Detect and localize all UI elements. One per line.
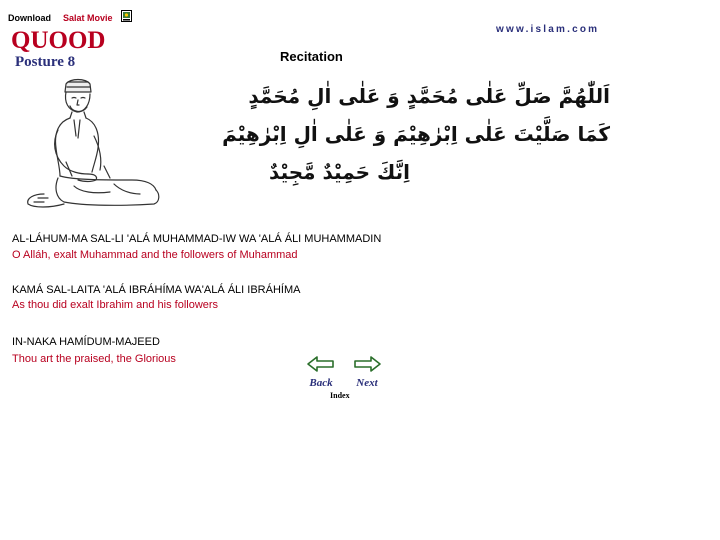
next-label: Next <box>356 377 378 389</box>
back-button[interactable] <box>302 355 340 389</box>
arrow-right-icon <box>352 355 382 373</box>
translation-3: Thou art the praised, the Glorious <box>12 353 176 365</box>
section-heading: Recitation <box>280 49 343 64</box>
translation-1: O Alláh, exalt Muhammad and the followers of Muhammad <box>12 249 298 261</box>
transliteration-2: KAMÁ SAL-LAITA 'ALÁ IBRÁHÍMA WA'ALÁ ÁLI IBRÁHÍMA <box>12 284 301 296</box>
transliteration-1: AL-LÁHUM-MA SAL-LI 'ALÁ MUHAMMAD-IW WA 'ALÁ ÁLI MUHAMMADIN <box>12 233 382 245</box>
transliteration-3: IN-NAKA HAMÍDUM-MAJEED <box>12 336 160 348</box>
translation-2: As thou did exalt Ibrahim and his followers <box>12 299 219 311</box>
download-link[interactable]: Download <box>8 13 51 23</box>
back-label: Back <box>309 377 333 389</box>
salat-movie-link[interactable]: Salat Movie <box>63 13 113 23</box>
site-url[interactable]: www.islam.com <box>496 24 600 35</box>
kneeling-figure-illustration <box>14 76 174 214</box>
arrow-left-icon <box>306 355 336 373</box>
index-link[interactable]: Index <box>330 391 350 400</box>
arabic-line-1: اَللّٰهُمَّ صَلِّ عَلٰى مُحَمَّدٍ وَ عَلٰى اٰلِ مُحَمَّدٍ <box>248 84 610 108</box>
movie-icon[interactable] <box>121 10 132 22</box>
arabic-recitation <box>180 84 610 194</box>
posture-label: Posture 8 <box>15 54 76 70</box>
page-title: QUOOD <box>11 27 106 54</box>
arabic-line-3: اِنَّكَ حَمِيْدٌ مَّجِيْدٌ <box>269 160 410 184</box>
next-button[interactable] <box>348 355 386 389</box>
arabic-line-2: كَمَا صَلَّيْتَ عَلٰى اِبْرٰهِيْمَ وَ عَلٰى اٰلِ اِبْرٰهِيْمَ <box>222 122 610 146</box>
